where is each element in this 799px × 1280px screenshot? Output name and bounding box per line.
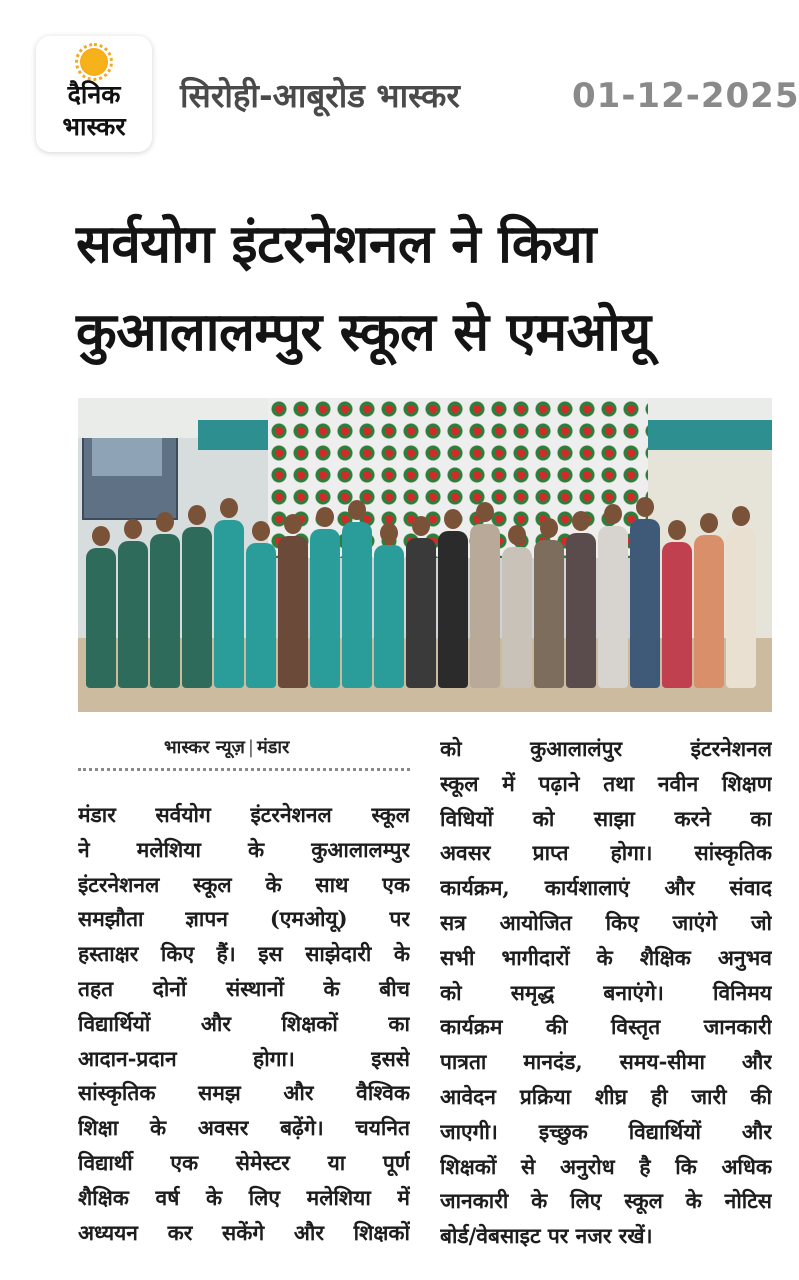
article-line: कार्यक्रम, कार्यशालाएं और संवाद <box>440 875 772 901</box>
person-head <box>348 500 366 520</box>
article-line: विधियों को साझा करने का <box>440 805 772 831</box>
article-line: आवेदन प्रक्रिया शीघ्र ही जारी की <box>440 1083 772 1109</box>
person-head <box>252 521 270 541</box>
person-figure <box>438 531 468 688</box>
person-figure <box>406 538 436 688</box>
headline-line: कुआलालम्पुर स्कूल से एमओयू <box>76 301 651 363</box>
person-head <box>700 513 718 533</box>
person-figure <box>662 542 692 688</box>
article-line: आदान-प्रदान होगा। इससे <box>78 1045 410 1071</box>
edition-name: सिरोही-आबूरोड भास्कर <box>180 76 460 115</box>
article-column-right <box>440 732 772 1254</box>
article-line: ने मलेशिया के कुआलालम्पुर <box>78 836 410 862</box>
article-line: जानकारी के लिए स्कूल के नोटिस <box>440 1188 772 1214</box>
article-line: अध्ययन कर सकेंगे और शिक्षकों <box>78 1219 410 1245</box>
person-head <box>92 526 110 546</box>
person-head <box>540 518 558 538</box>
article-line: कार्यक्रम की विस्तृत जानकारी <box>440 1014 772 1040</box>
article-line: शिक्षकों से अनुरोध है कि अधिक <box>440 1153 772 1179</box>
person-head <box>476 502 494 522</box>
sun-icon <box>80 48 108 76</box>
article-line: को कुआलालंपुर इंटरनेशनल <box>440 736 772 761</box>
article-line: मंडार सर्वयोग इंटरनेशनल स्कूल <box>78 802 410 827</box>
person-figure <box>150 534 180 688</box>
person-head <box>412 516 430 536</box>
headline-line: सर्वयोग इंटरनेशनल ने किया <box>76 213 596 275</box>
person-figure <box>694 535 724 688</box>
person-head <box>188 505 206 525</box>
person-figure <box>726 528 756 688</box>
article-column-left <box>78 798 410 1250</box>
byline-divider <box>78 768 410 771</box>
person-figure <box>630 519 660 688</box>
article-headline <box>76 200 776 376</box>
article-line: सभी भागीदारों के शैक्षिक अनुभव <box>440 944 772 970</box>
page-header <box>0 0 799 170</box>
person-head <box>444 509 462 529</box>
article-line: विद्यार्थियों और शिक्षकों का <box>78 1010 410 1036</box>
person-head <box>316 507 334 527</box>
byline-place: मंडार <box>256 737 290 758</box>
dainik-bhaskar-logo <box>36 36 152 152</box>
person-figure <box>470 524 500 688</box>
article-line: अवसर प्राप्त होगा। सांस्कृतिक <box>440 840 772 866</box>
person-head <box>380 523 398 543</box>
article-line: जाएगी। इच्छुक विद्यार्थियों और <box>440 1118 772 1144</box>
person-head <box>220 498 238 518</box>
person-figure <box>374 545 404 688</box>
byline <box>164 735 289 761</box>
article-line: सत्र आयोजित किए जाएंगे जो <box>440 909 772 935</box>
person-figure <box>86 548 116 688</box>
person-figure <box>118 541 148 688</box>
person-head <box>124 519 142 539</box>
article-line: तहत दोनों संस्थानों के बीच <box>78 975 410 1001</box>
person-figure <box>342 522 372 688</box>
article-line: पात्रता मानदंड, समय-सीमा और <box>440 1049 772 1075</box>
person-figure <box>502 547 532 688</box>
logo-text-line1: दैनिक <box>67 80 121 109</box>
article-line: विद्यार्थी एक सेमेस्टर या पूर्ण <box>78 1149 410 1175</box>
person-figure <box>598 526 628 688</box>
article-line: शिक्षा के अवसर बढ़ेंगे। चयनित <box>78 1115 410 1141</box>
article-line: शैक्षिक वर्ष के लिए मलेशिया में <box>78 1184 410 1210</box>
person-figure <box>534 540 564 688</box>
article-line: स्कूल में पढ़ाने तथा नवीन शिक्षण <box>440 770 772 796</box>
article-line: हस्ताक्षर किए हैं। इस साझेदारी के <box>78 941 410 967</box>
person-figure <box>214 520 244 688</box>
person-head <box>668 520 686 540</box>
publication-date: 01-12-2025 <box>572 76 799 116</box>
byline-source: भास्कर न्यूज़ <box>164 737 245 758</box>
person-head <box>636 497 654 517</box>
person-head <box>604 504 622 524</box>
person-figure <box>566 533 596 688</box>
people-group <box>78 398 772 712</box>
person-head <box>284 514 302 534</box>
person-head <box>156 512 174 532</box>
person-head <box>572 511 590 531</box>
person-figure <box>310 529 340 688</box>
person-figure <box>182 527 212 688</box>
byline-separator: | <box>247 737 254 758</box>
article-line: को समृद्ध बनाएंगे। विनिमय <box>440 979 772 1005</box>
article-line: समझौता ज्ञापन (एमओयू) पर <box>78 906 410 932</box>
logo-text-line2: भास्कर <box>62 112 126 141</box>
person-figure <box>278 536 308 688</box>
person-head <box>508 525 526 545</box>
person-figure <box>246 543 276 688</box>
person-head <box>732 506 750 526</box>
group-photo <box>78 398 772 712</box>
article-line: बोर्ड/वेबसाइट पर नजर रखें। <box>440 1223 653 1249</box>
article-line: इंटरनेशनल स्कूल के साथ एक <box>78 871 410 897</box>
article-line: सांस्कृतिक समझ और वैश्विक <box>78 1080 410 1106</box>
